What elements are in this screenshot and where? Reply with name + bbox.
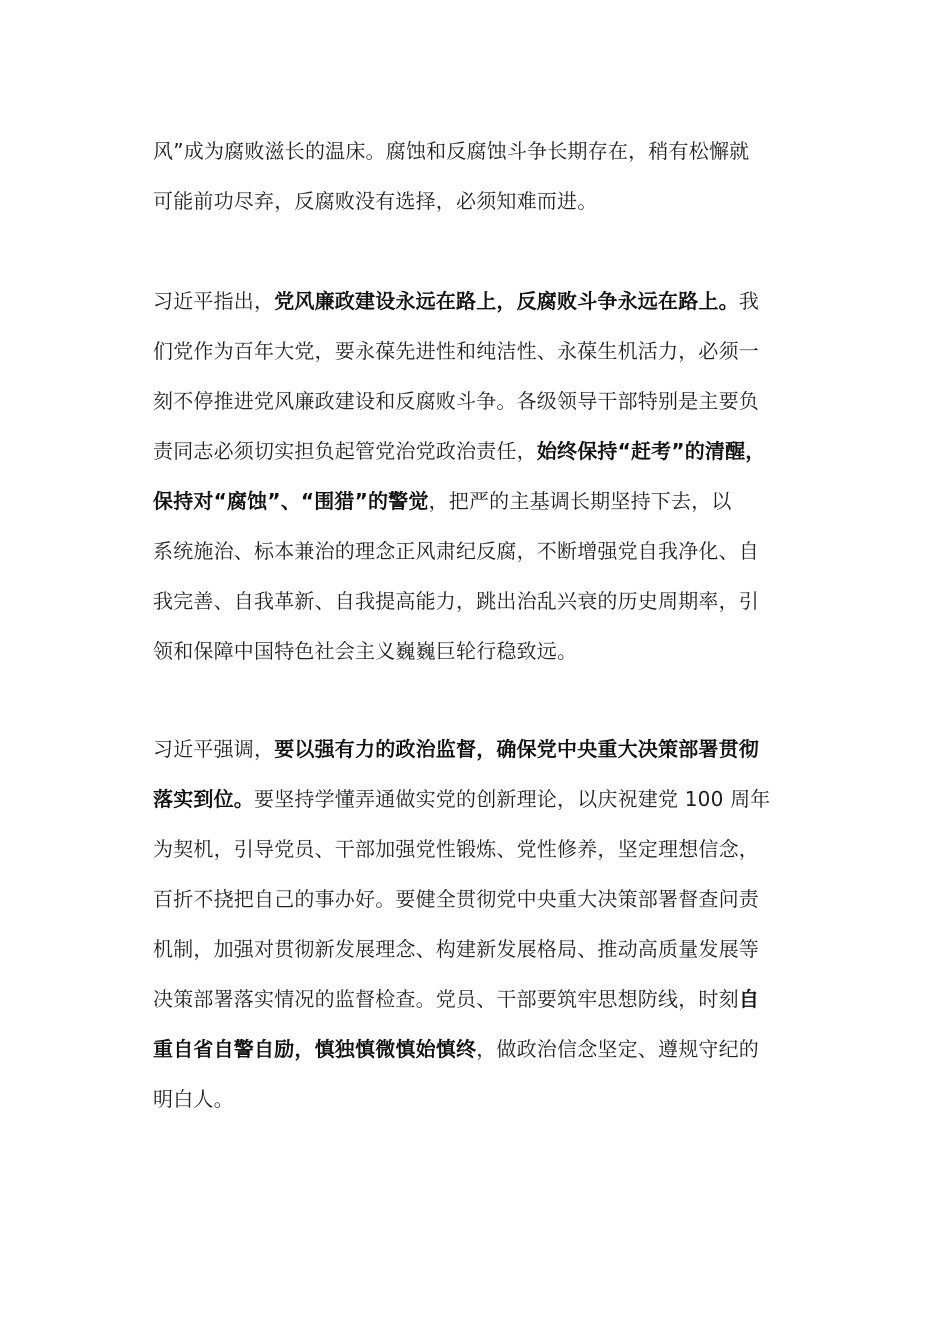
- p3-line-3: [153, 837, 759, 861]
- p2-line-4-bold: 始终保持“赶考”的清醒，: [536, 439, 766, 463]
- p2-line-5-text-b: ，把严的主基调长期坚持下去，以: [428, 489, 732, 513]
- p1-line-2: [153, 189, 597, 213]
- p2-line-4: [153, 439, 766, 463]
- p3-line-3-text: 为契机，引导党员、干部加强党性锻炼、党性修养，坚定理想信念，: [153, 837, 759, 861]
- p3-line-5-text: 机制，加强对贯彻新发展理念、构建新发展格局、推动高质量发展等: [153, 937, 759, 961]
- p2-line-1: [153, 289, 759, 313]
- p2-line-1-text-a: 习近平指出，: [153, 289, 275, 313]
- p3-line-6: [153, 987, 759, 1011]
- p3-line-4: [153, 887, 759, 911]
- p2-line-6: [153, 539, 759, 563]
- p2-line-7-text: 我完善、自我革新、自我提高能力，跳出治乱兴衰的历史周期率，引: [153, 589, 759, 613]
- p2-line-8: [153, 639, 577, 663]
- p1-line-2-text: 可能前功尽弃，反腐败没有选择，必须知难而进。: [153, 189, 598, 213]
- p3-line-1: [153, 737, 759, 761]
- p3-line-2-bold: 落实到位。: [153, 787, 254, 811]
- p2-line-1-text-c: 我: [738, 289, 760, 313]
- p3-line-8: [153, 1087, 234, 1111]
- p2-line-4-text-a: 责同志必须切实担负起管党治党政治责任，: [153, 439, 537, 463]
- p3-line-2: [153, 787, 771, 811]
- p3-line-5: [153, 937, 759, 961]
- p2-line-2-text: 们党作为百年大党，要永葆先进性和纯洁性、永葆生机活力，必须一: [153, 339, 759, 363]
- p3-line-6-text-a: 决策部署落实情况的监督检查。党员、干部要筑牢思想防线，时刻: [153, 987, 739, 1011]
- p3-line-2-text-b: 要坚持学懂弄通做实党的创新理论，以庆祝建党 100 周年: [254, 787, 771, 811]
- p1-line-1-text: 风”成为腐败滋长的温床。腐蚀和反腐蚀斗争长期存在，稍有松懈就: [153, 139, 750, 163]
- p2-line-5-bold: 保持对“腐蚀”、“围猎”的警觉: [153, 489, 429, 513]
- p2-line-1-bold: 党风廉政建设永远在路上，反腐败斗争永远在路上。: [274, 289, 739, 313]
- p2-line-3: [153, 389, 759, 413]
- p3-line-1-bold: 要以强有力的政治监督，确保党中央重大决策部署贯彻: [274, 737, 760, 761]
- p2-line-6-text: 系统施治、标本兼治的理念正风肃纪反腐，不断增强党自我净化、自: [153, 539, 759, 563]
- p3-line-1-text-a: 习近平强调，: [153, 737, 275, 761]
- p1-line-1: [153, 139, 749, 163]
- p2-line-8-text: 领和保障中国特色社会主义巍巍巨轮行稳致远。: [153, 639, 578, 663]
- p2-line-2: [153, 339, 759, 363]
- p3-line-7-bold: 重自省自警自励，慎独慎微慎始慎终: [153, 1037, 477, 1061]
- p3-line-7: [153, 1037, 759, 1061]
- p3-line-4-text: 百折不挠把自己的事办好。要健全贯彻党中央重大决策部署督查问责: [153, 887, 759, 911]
- p3-line-8-text: 明白人。: [153, 1087, 234, 1111]
- p2-line-3-text: 刻不停推进党风廉政建设和反腐败斗争。各级领导干部特别是主要负: [153, 389, 759, 413]
- p3-line-7-text-b: ，做政治信念坚定、遵规守纪的: [476, 1037, 760, 1061]
- p3-line-6-bold: 自: [738, 987, 760, 1011]
- p2-line-7: [153, 589, 759, 613]
- p2-line-5: [153, 489, 732, 513]
